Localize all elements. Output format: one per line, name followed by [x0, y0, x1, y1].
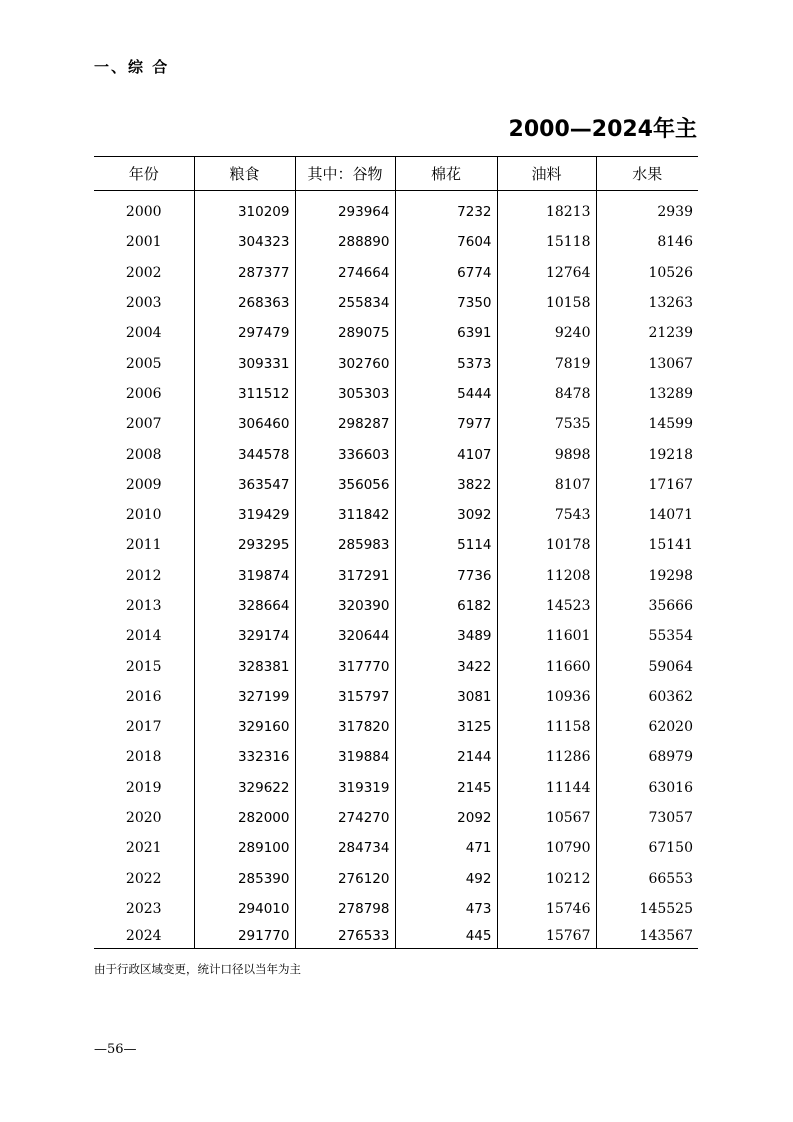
- cell-grain: 289100: [194, 833, 295, 863]
- cell-year: 2020: [125, 810, 162, 827]
- cell-fruit: 15141: [596, 530, 698, 560]
- page-number: —56—: [94, 1042, 137, 1057]
- cell-cereals: 317291: [295, 561, 395, 591]
- cell-year: 2011: [125, 537, 162, 554]
- cell-oilseeds: 10936: [497, 682, 596, 712]
- cell-oilseeds: 12764: [497, 258, 596, 288]
- cell-fruit: 19218: [596, 439, 698, 469]
- header-fruit: 水果: [596, 157, 698, 191]
- cell-cotton: 3092: [395, 500, 497, 530]
- cell-grain: 291770: [194, 924, 295, 949]
- cell-year: 2021: [125, 840, 162, 857]
- cell-cotton: 7736: [395, 561, 497, 591]
- cell-fruit: 143567: [596, 924, 698, 949]
- cell-cotton: 5373: [395, 348, 497, 378]
- cell-year: 2005: [125, 355, 162, 372]
- cell-grain: 328664: [194, 591, 295, 621]
- cell-oilseeds: 11144: [497, 773, 596, 803]
- cell-year: 2014: [125, 628, 162, 645]
- table-row: [94, 712, 698, 742]
- cell-oilseeds: 11158: [497, 712, 596, 742]
- table-row: [94, 470, 698, 500]
- table-row: [94, 379, 698, 409]
- cell-cereals: 311842: [295, 500, 395, 530]
- cell-oilseeds: 7543: [497, 500, 596, 530]
- cell-cotton: 7977: [395, 409, 497, 439]
- cell-fruit: 67150: [596, 833, 698, 863]
- cell-cereals: 274270: [295, 803, 395, 833]
- cell-cereals: 320390: [295, 591, 395, 621]
- cell-year: 2012: [125, 567, 162, 584]
- cell-year: 2024: [94, 924, 194, 949]
- table-row: [94, 924, 698, 949]
- cell-year: 2003: [125, 295, 162, 312]
- cell-cotton: 2145: [395, 773, 497, 803]
- statistics-table: [94, 156, 698, 949]
- cell-fruit: 73057: [596, 803, 698, 833]
- cell-grain: 319874: [194, 561, 295, 591]
- section-label: 一、综 合: [94, 58, 170, 76]
- cell-cereals: 319884: [295, 742, 395, 772]
- cell-year: 2009: [125, 476, 162, 493]
- cell-oilseeds: 8478: [497, 379, 596, 409]
- cell-fruit: 13289: [596, 379, 698, 409]
- cell-cotton: 445: [395, 924, 497, 949]
- footnote: 由于行政区域变更，统计口径以当年为主: [94, 962, 301, 976]
- cell-grain: 327199: [194, 682, 295, 712]
- table-row: [94, 258, 698, 288]
- cell-grain: 268363: [194, 288, 295, 318]
- cell-oilseeds: 9898: [497, 439, 596, 469]
- cell-oilseeds: 7535: [497, 409, 596, 439]
- table-row: [94, 318, 698, 348]
- cell-cotton: 3422: [395, 651, 497, 681]
- cell-fruit: 19298: [596, 561, 698, 591]
- table-row: [94, 409, 698, 439]
- cell-grain: 293295: [194, 530, 295, 560]
- cell-year: 2007: [125, 416, 162, 433]
- table-row: [94, 894, 698, 924]
- cell-year: 2002: [125, 264, 162, 281]
- table-row: [94, 500, 698, 530]
- cell-cotton: 3489: [395, 621, 497, 651]
- cell-cereals: 255834: [295, 288, 395, 318]
- cell-grain: 319429: [194, 500, 295, 530]
- cell-cereals: 293964: [295, 191, 395, 228]
- cell-cereals: 320644: [295, 621, 395, 651]
- cell-year: 2016: [125, 688, 162, 705]
- header-grain: 粮食: [194, 157, 295, 191]
- cell-oilseeds: 11208: [497, 561, 596, 591]
- cell-cereals: 319319: [295, 773, 395, 803]
- cell-year: 2000: [125, 204, 162, 221]
- cell-year: 2019: [125, 779, 162, 796]
- table-row: [94, 530, 698, 560]
- table-row: [94, 773, 698, 803]
- cell-cereals: 289075: [295, 318, 395, 348]
- cell-grain: 328381: [194, 651, 295, 681]
- cell-year: 2001: [125, 234, 162, 251]
- table-row: [94, 227, 698, 257]
- cell-year: 2004: [125, 325, 162, 342]
- cell-cotton: 2144: [395, 742, 497, 772]
- cell-cereals: 317770: [295, 651, 395, 681]
- cell-grain: 329160: [194, 712, 295, 742]
- cell-oilseeds: 11286: [497, 742, 596, 772]
- cell-fruit: 62020: [596, 712, 698, 742]
- cell-cotton: 6182: [395, 591, 497, 621]
- cell-fruit: 63016: [596, 773, 698, 803]
- cell-fruit: 60362: [596, 682, 698, 712]
- cell-fruit: 145525: [596, 894, 698, 924]
- table-row: [94, 561, 698, 591]
- cell-fruit: 14071: [596, 500, 698, 530]
- cell-oilseeds: 11601: [497, 621, 596, 651]
- cell-year: 2010: [125, 507, 162, 524]
- cell-cereals: 305303: [295, 379, 395, 409]
- cell-fruit: 2939: [596, 191, 698, 228]
- cell-grain: 329174: [194, 621, 295, 651]
- header-year: 年份: [94, 157, 194, 191]
- cell-cereals: 285983: [295, 530, 395, 560]
- cell-cotton: 7350: [395, 288, 497, 318]
- cell-fruit: 59064: [596, 651, 698, 681]
- cell-cotton: 6391: [395, 318, 497, 348]
- cell-cereals: 276120: [295, 864, 395, 894]
- cell-cereals: 274664: [295, 258, 395, 288]
- cell-cereals: 276533: [295, 924, 395, 949]
- cell-oilseeds: 11660: [497, 651, 596, 681]
- cell-grain: 287377: [194, 258, 295, 288]
- cell-cotton: 4107: [395, 439, 497, 469]
- cell-oilseeds: 10212: [497, 864, 596, 894]
- table-row: [94, 191, 698, 228]
- cell-cereals: 284734: [295, 833, 395, 863]
- cell-grain: 282000: [194, 803, 295, 833]
- table-row: [94, 742, 698, 772]
- cell-grain: 306460: [194, 409, 295, 439]
- table-row: [94, 288, 698, 318]
- cell-year: 2022: [125, 870, 162, 887]
- table-row: [94, 833, 698, 863]
- cell-grain: 311512: [194, 379, 295, 409]
- header-oilseeds: 油料: [497, 157, 596, 191]
- cell-cotton: 2092: [395, 803, 497, 833]
- cell-year: 2018: [125, 749, 162, 766]
- cell-cotton: 7232: [395, 191, 497, 228]
- cell-grain: 332316: [194, 742, 295, 772]
- cell-cotton: 5114: [395, 530, 497, 560]
- cell-fruit: 13263: [596, 288, 698, 318]
- cell-oilseeds: 10567: [497, 803, 596, 833]
- cell-fruit: 14599: [596, 409, 698, 439]
- table-row: [94, 591, 698, 621]
- cell-oilseeds: 14523: [497, 591, 596, 621]
- cell-oilseeds: 10178: [497, 530, 596, 560]
- cell-year: 2015: [125, 658, 162, 675]
- cell-cotton: 3081: [395, 682, 497, 712]
- cell-grain: 310209: [194, 191, 295, 228]
- cell-grain: 297479: [194, 318, 295, 348]
- cell-cotton: 492: [395, 864, 497, 894]
- cell-oilseeds: 18213: [497, 191, 596, 228]
- table-row: [94, 803, 698, 833]
- cell-cotton: 5444: [395, 379, 497, 409]
- cell-oilseeds: 15767: [497, 924, 596, 949]
- table-row: [94, 864, 698, 894]
- cell-year: 2023: [125, 900, 162, 917]
- cell-year: 2017: [125, 719, 162, 736]
- cell-fruit: 35666: [596, 591, 698, 621]
- cell-oilseeds: 10790: [497, 833, 596, 863]
- cell-fruit: 55354: [596, 621, 698, 651]
- cell-cereals: 278798: [295, 894, 395, 924]
- cell-cereals: 356056: [295, 470, 395, 500]
- cell-grain: 344578: [194, 439, 295, 469]
- cell-year: 2013: [125, 598, 162, 614]
- table-row: [94, 348, 698, 378]
- cell-cotton: 6774: [395, 258, 497, 288]
- header-cereals: 其中：谷物: [295, 157, 395, 191]
- cell-grain: 304323: [194, 227, 295, 257]
- cell-cereals: 302760: [295, 348, 395, 378]
- cell-year: 2006: [125, 385, 162, 402]
- table-row: [94, 682, 698, 712]
- cell-oilseeds: 8107: [497, 470, 596, 500]
- table-row: [94, 439, 698, 469]
- cell-cereals: 298287: [295, 409, 395, 439]
- cell-fruit: 68979: [596, 742, 698, 772]
- cell-fruit: 13067: [596, 348, 698, 378]
- table-row: [94, 651, 698, 681]
- cell-fruit: 8146: [596, 227, 698, 257]
- cell-cotton: 473: [395, 894, 497, 924]
- cell-fruit: 66553: [596, 864, 698, 894]
- cell-grain: 329622: [194, 773, 295, 803]
- cell-oilseeds: 15118: [497, 227, 596, 257]
- cell-cereals: 317820: [295, 712, 395, 742]
- cell-cotton: 7604: [395, 227, 497, 257]
- table-title: 2000—2024年主: [508, 117, 697, 142]
- cell-fruit: 21239: [596, 318, 698, 348]
- cell-cotton: 3125: [395, 712, 497, 742]
- cell-oilseeds: 9240: [497, 318, 596, 348]
- table-row: [94, 621, 698, 651]
- table-header-row: [94, 157, 698, 191]
- table-body: [94, 191, 698, 949]
- cell-year: 2008: [125, 446, 162, 463]
- cell-grain: 285390: [194, 864, 295, 894]
- cell-oilseeds: 7819: [497, 348, 596, 378]
- header-cotton: 棉花: [395, 157, 497, 191]
- cell-fruit: 17167: [596, 470, 698, 500]
- cell-cotton: 3822: [395, 470, 497, 500]
- cell-cereals: 315797: [295, 682, 395, 712]
- cell-fruit: 10526: [596, 258, 698, 288]
- cell-oilseeds: 10158: [497, 288, 596, 318]
- cell-cereals: 288890: [295, 227, 395, 257]
- cell-grain: 294010: [194, 894, 295, 924]
- cell-oilseeds: 15746: [497, 894, 596, 924]
- cell-grain: 309331: [194, 348, 295, 378]
- cell-grain: 363547: [194, 470, 295, 500]
- cell-cotton: 471: [395, 833, 497, 863]
- cell-cereals: 336603: [295, 439, 395, 469]
